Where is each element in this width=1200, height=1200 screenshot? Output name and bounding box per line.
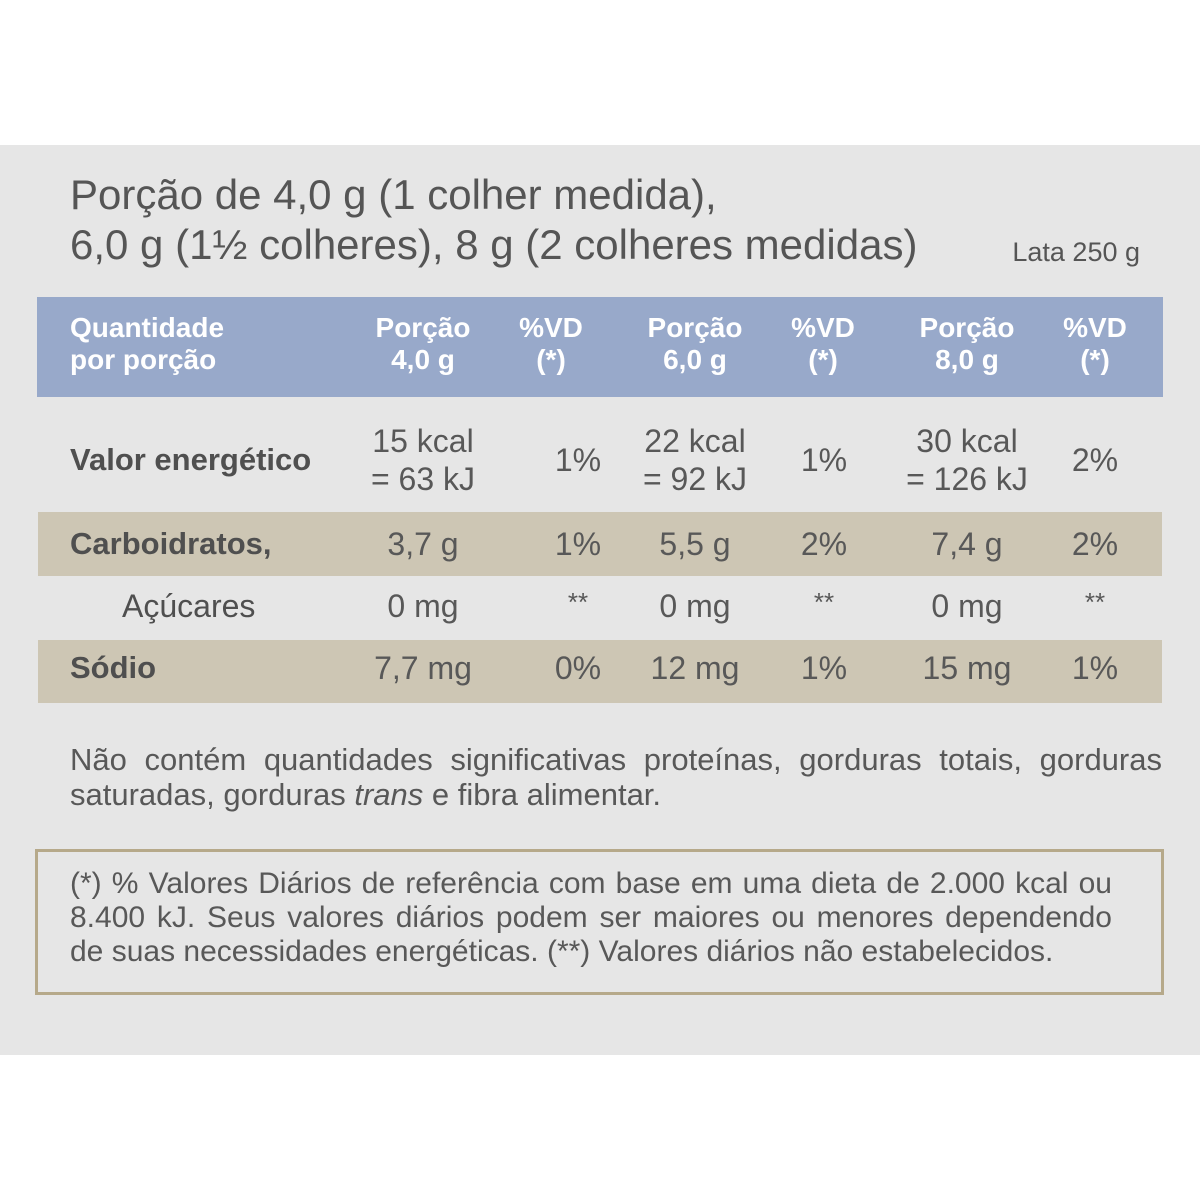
vd-cell (774, 649, 874, 687)
vd-value: 0% (554, 650, 602, 686)
header-vd-6g (763, 312, 883, 376)
header-text: 4,0 g (391, 344, 455, 375)
value-line: = 126 kJ (906, 461, 1028, 497)
vd-cell (774, 441, 874, 479)
header-text: %VD (1063, 312, 1127, 343)
value-cell (887, 649, 1047, 687)
row-label: Carboidratos, (70, 526, 272, 561)
table-row-acucares (0, 587, 1200, 625)
vd-value: 1% (554, 442, 602, 478)
vd-cell (1045, 525, 1145, 563)
value-line: 0 mg (387, 588, 459, 624)
vd-cell (774, 525, 874, 563)
vd-value: 2% (1071, 442, 1119, 478)
note-text-end: e fibra alimentar. (423, 777, 662, 812)
value-line: 12 mg (650, 650, 740, 686)
vd-value: 1% (800, 650, 848, 686)
header-text: (*) (808, 344, 838, 375)
header-text: Porção (647, 312, 743, 343)
vd-cell (528, 649, 628, 687)
value-line: 5,5 g (659, 526, 731, 562)
header-text: %VD (791, 312, 855, 343)
header-quantity-label (70, 312, 224, 376)
value-cell (887, 422, 1047, 498)
header-portion-8g (887, 312, 1047, 376)
header-portion-6g (615, 312, 775, 376)
vd-cell (528, 525, 628, 563)
vd-value: 1% (554, 526, 602, 562)
value-line: 22 kcal (644, 423, 746, 459)
vd-value: 1% (800, 442, 848, 478)
value-line: 30 kcal (916, 423, 1018, 459)
header-portion-4g (343, 312, 503, 376)
vd-cell (528, 441, 628, 479)
row-label: Açúcares (122, 588, 256, 624)
table-row-carboidratos (0, 525, 1200, 563)
value-cell (887, 587, 1047, 625)
header-text: Porção (919, 312, 1015, 343)
header-text: (*) (536, 344, 566, 375)
vd-value: ** (1084, 587, 1106, 617)
value-cell (887, 525, 1047, 563)
vd-value: 2% (800, 526, 848, 562)
vd-value: 1% (1071, 650, 1119, 686)
value-line: 7,4 g (931, 526, 1003, 562)
serving-size-line-1: Porção de 4,0 g (1 colher medida), (70, 171, 717, 218)
vd-cell (1045, 649, 1145, 687)
value-line: 15 kcal (372, 423, 474, 459)
serving-size-title (70, 170, 917, 270)
value-cell (615, 525, 775, 563)
row-label: Valor energético (70, 442, 312, 477)
header-text: Porção (375, 312, 471, 343)
value-line: 7,7 mg (374, 650, 472, 686)
header-text: (*) (1080, 344, 1110, 375)
value-cell (343, 649, 503, 687)
header-text: %VD (519, 312, 583, 343)
serving-size-line-2: 6,0 g (1½ colheres), 8 g (2 colheres medidas) (70, 221, 918, 268)
vd-cell (528, 587, 628, 617)
header-label-line-2: por porção (70, 344, 217, 375)
vd-cell (774, 587, 874, 617)
value-cell (615, 422, 775, 498)
value-line: 15 mg (922, 650, 1012, 686)
daily-values-footnote: (*) % Valores Diários de referência com base em uma dieta de 2.000 kcal ou 8.400 kJ. Seus valores diários podem ser maiores ou menores dependendo de suas necessidades energéticas. (**) Valores diários não estabelecidos. (70, 867, 1112, 968)
header-text: 6,0 g (663, 344, 727, 375)
value-line: 3,7 g (387, 526, 459, 562)
header-vd-4g (491, 312, 611, 376)
value-cell (343, 422, 503, 498)
vd-value: 2% (1071, 526, 1119, 562)
vd-cell (1045, 587, 1145, 617)
value-line: 0 mg (659, 588, 731, 624)
value-cell (615, 649, 775, 687)
value-cell (343, 525, 503, 563)
value-line: = 63 kJ (370, 461, 476, 497)
vd-value: ** (813, 587, 835, 617)
value-cell (343, 587, 503, 625)
not-significant-note (70, 742, 1162, 812)
vd-cell (1045, 441, 1145, 479)
value-cell (615, 587, 775, 625)
vd-value: ** (567, 587, 589, 617)
header-label-line-1: Quantidade (70, 312, 225, 343)
header-text: 8,0 g (935, 344, 999, 375)
row-label: Sódio (70, 650, 157, 685)
value-line: = 92 kJ (642, 461, 748, 497)
table-row-valor-energetico (0, 423, 1200, 497)
value-line: 0 mg (931, 588, 1003, 624)
header-vd-8g (1035, 312, 1155, 376)
package-size: Lata 250 g (1012, 237, 1140, 267)
note-text: Não contém quantidades significativas proteínas, gorduras totais, gorduras saturadas, gorduras (70, 742, 1162, 812)
note-italic-text: trans (354, 777, 424, 812)
table-row-sodio (0, 649, 1200, 687)
